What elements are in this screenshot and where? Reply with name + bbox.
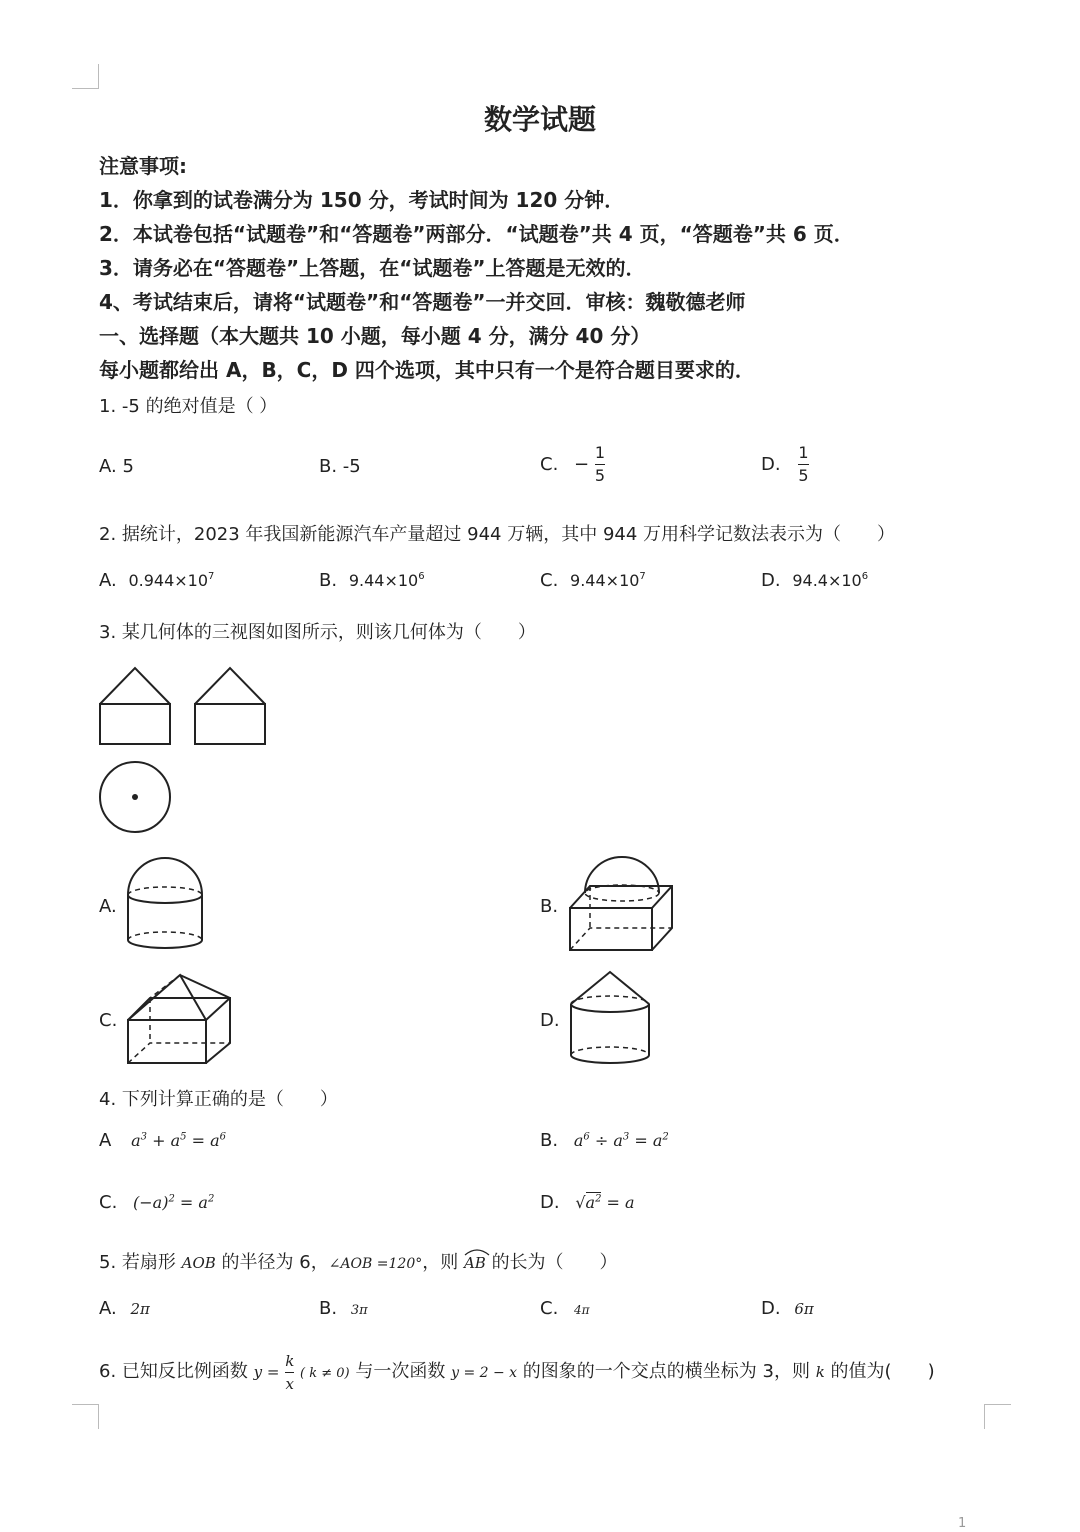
option-label: C. <box>540 570 559 591</box>
option-value: 9.44×10 <box>570 571 640 590</box>
q1-option-c-sign: − <box>574 454 590 475</box>
option-label: B. <box>319 570 338 591</box>
q2-option-a <box>99 570 214 591</box>
notice-item: 1．你拿到的试卷满分为 150 分，考试时间为 120 分钟． <box>99 188 625 212</box>
notice-item: 3．请务必在“答题卷”上答题，在“试题卷”上答题是无效的． <box>99 256 646 280</box>
q1-option-a: A. 5 <box>99 456 134 477</box>
notice-item: 4、考试结束后，请将“试题卷”和“答题卷”一并交回．审核：魏敬德老师 <box>99 290 746 314</box>
q3-option-d: D. <box>540 1010 560 1031</box>
option-value: 0.944×10 <box>128 571 209 590</box>
fraction-numerator: k <box>285 1351 295 1370</box>
option-label: A <box>99 1130 112 1151</box>
q4-option-a-formula: $a^3 + a^5 = a^6$ <box>131 1131 226 1150</box>
linear-function: y = 2 − x <box>451 1365 518 1381</box>
q5-option-a <box>99 1298 150 1319</box>
stem-text: 的值为( ) <box>830 1361 935 1382</box>
option-exponent: 6 <box>861 571 869 582</box>
q4-option-b <box>540 1130 669 1151</box>
function-lhs: y = <box>253 1363 280 1381</box>
page-title: 数学试题 <box>483 103 596 136</box>
q5-option-d <box>761 1298 814 1319</box>
q4-option-c <box>99 1192 214 1213</box>
option-exponent: 7 <box>639 571 646 582</box>
stem-text: 与一次函数 <box>355 1361 446 1382</box>
stem-text: ，则 <box>422 1252 459 1273</box>
question-5-stem <box>99 1248 618 1274</box>
option-label: D. <box>761 570 781 591</box>
corner-mark-bottom-right <box>984 1404 1011 1429</box>
variable-k: k <box>815 1363 825 1381</box>
q1-option-c <box>540 444 605 485</box>
option-value: 3π <box>350 1303 368 1318</box>
q2-option-c <box>540 570 646 591</box>
option-label: B. <box>540 1130 559 1151</box>
fraction-denominator: 5 <box>594 466 606 485</box>
q5-option-b <box>319 1298 368 1319</box>
q3-option-b: B. <box>540 896 559 917</box>
fraction-numerator: 1 <box>798 443 809 462</box>
q5-option-c <box>540 1298 590 1319</box>
q1-option-b: B. -5 <box>319 456 361 477</box>
solid-cone-on-cylinder <box>0 0 1 1</box>
q4-option-d <box>540 1192 635 1213</box>
q1-option-d-fraction <box>798 444 808 485</box>
arc-symbol <box>464 1248 490 1256</box>
section-instruction: 每小题都给出 A，B，C，D 四个选项，其中只有一个是符合题目要求的． <box>99 358 755 382</box>
option-label: C. <box>540 1298 559 1319</box>
option-exponent: 6 <box>418 571 425 582</box>
question-6-stem <box>99 1350 935 1396</box>
q2-option-d <box>761 570 868 591</box>
notice-heading: 注意事项: <box>99 154 187 178</box>
option-exponent: 7 <box>208 571 215 582</box>
sector-name: AOB <box>181 1254 216 1272</box>
option-value: 6π <box>794 1300 814 1318</box>
page-number: 1 <box>958 1516 967 1531</box>
fraction-numerator: 1 <box>594 443 606 462</box>
question-1-stem: 1. -5 的绝对值是（ ） <box>99 396 278 417</box>
option-value: 94.4×10 <box>792 571 862 590</box>
option-value: 4π <box>574 1303 590 1317</box>
option-label: A. <box>99 570 117 591</box>
option-label: D. <box>540 1192 560 1213</box>
stem-text: 的半径为 6， <box>221 1252 329 1273</box>
arc-ab <box>464 1254 486 1272</box>
fraction-denominator: 5 <box>798 466 809 485</box>
function-condition: ( k ≠ 0) <box>300 1366 350 1381</box>
q4-option-c-formula: $(-a)^2 = a^2$ <box>133 1193 215 1212</box>
arc-label: AB <box>463 1254 486 1272</box>
q1-option-c-label: C. <box>540 454 559 475</box>
stem-text: 6. 已知反比例函数 <box>99 1361 248 1382</box>
function-fraction <box>285 1352 294 1393</box>
q4-option-d-formula: $√a^2 = a$ <box>575 1193 635 1212</box>
q1-option-d-label: D. <box>761 454 781 475</box>
stem-text: 的图象的一个交点的横坐标为 3，则 <box>522 1361 810 1382</box>
q1-option-c-fraction <box>595 444 605 485</box>
q2-option-b <box>319 570 425 591</box>
notice-item: 2．本试卷包括“试题卷”和“答题卷”两部分．“试题卷”共 4 页，“答题卷”共 6 页． <box>99 222 854 246</box>
corner-mark-top-left <box>72 64 99 89</box>
option-label: D. <box>761 1298 781 1319</box>
q3-option-c: C. <box>99 1010 118 1031</box>
q4-option-b-formula: $a^6 \div a^3 = a^2$ <box>573 1131 669 1150</box>
q1-option-d <box>761 444 809 485</box>
option-value: 2π <box>130 1300 150 1318</box>
option-label: A. <box>99 1298 117 1319</box>
option-label: B. <box>319 1298 338 1319</box>
fraction-denominator: x <box>285 1374 294 1393</box>
question-4-stem: 4. 下列计算正确的是（ ） <box>99 1089 338 1110</box>
section-heading: 一、选择题（本大题共 10 小题，每小题 4 分，满分 40 分） <box>99 324 651 348</box>
option-value: 9.44×10 <box>348 571 419 590</box>
q4-option-a <box>99 1130 226 1151</box>
stem-text: 5. 若扇形 <box>99 1252 176 1273</box>
option-label: C. <box>99 1192 118 1213</box>
stem-text: 的长为（ ） <box>491 1252 618 1273</box>
question-3-stem: 3. 某几何体的三视图如图所示，则该几何体为（ ） <box>99 622 536 643</box>
question-2-stem: 2. 据统计，2023 年我国新能源汽车产量超过 944 万辆，其中 944 万用科学记数法表示为（ ） <box>99 524 896 545</box>
corner-mark-bottom-left <box>72 1404 99 1429</box>
q3-option-a: A. <box>99 896 117 917</box>
angle-expression: ∠AOB =120° <box>328 1256 423 1272</box>
